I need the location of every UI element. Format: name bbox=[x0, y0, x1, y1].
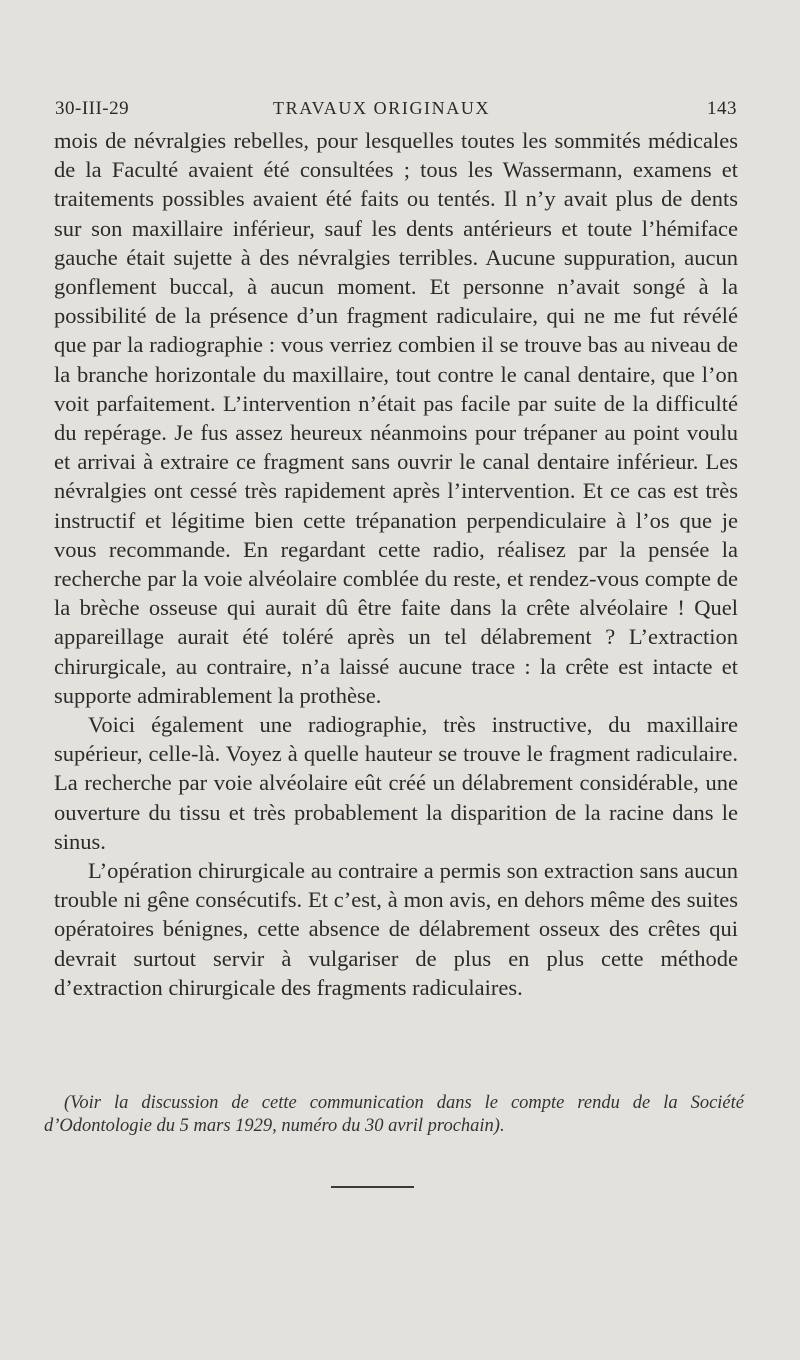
paragraph-third: L’opération chirurgicale au contraire a permis son extraction sans aucun trouble ni gêne consécutifs. Et c’est, à mon avis, en dehors même des suites opératoires bénignes, cette absence de délabrement osseux des crêtes qui devrait surtout servir à vulgariser de plus en plus cette méthode d’extraction chirurgicale des fragments radiculaires. bbox=[54, 858, 738, 1000]
body-text bbox=[54, 126, 738, 1002]
header-date: 30-III-29 bbox=[55, 98, 130, 119]
end-rule bbox=[331, 1186, 414, 1188]
running-header bbox=[55, 98, 737, 122]
footnote-discussion: (Voir la discussion de cette communication dans le compte rendu de la Société d’Odontologie du 5 mars 1929, numéro du 30 avril prochain). bbox=[44, 1093, 744, 1136]
header-section-title: TRAVAUX ORIGINAUX bbox=[273, 98, 491, 118]
page-number: 143 bbox=[707, 98, 737, 119]
paragraph-second: Voici également une radiographie, très instructive, du maxillaire supérieur, celle-là. Voyez à quelle hauteur se trouve le fragment radiculaire. La recherche par voie alvéolaire eût créé un délabrement considérable, une ouverture du tissu et très probablement la disparition de la racine dans le sinus. bbox=[54, 712, 738, 854]
paragraph-continued: mois de névralgies rebelles, pour lesquelles toutes les sommités médicales de la Faculté avaient été consultées ; tous les Wassermann, examens et traitements possibles avaient été faits ou tentés. Il n’y avait plus de dents sur son maxillaire inférieur, sauf les dents antérieurs et toute l’hémiface gauche était sujette à des névralgies terribles. Aucune suppuration, aucun gonflement buccal, à aucun moment. Et personne n’avait songé à la possibilité de la présence d’un fragment radiculaire, qui ne me fut révélé que par la radiographie : vous verriez combien il se trouve bas au niveau de la branche horizontale du maxillaire, tout contre le canal dentaire, que l’on voit parfaitement. L’intervention n’était pas facile par suite de la difficulté du repérage. Je fus assez heureux néanmoins pour trépaner au point voulu et arrivai à extraire ce fragment sans ouvrir le canal dentaire inférieur. Les névralgies ont cessé très rapidement après l’intervention. Et ce cas est très instructif et légitime bien cette trépanation perpendiculaire à l’os que je vous recommande. En regardant cette radio, réalisez par la pensée la recherche par la voie alvéolaire comblée du reste, et rendez-vous compte de la brèche osseuse qui aurait dû être faite dans la crête alvéolaire ! Quel appareillage aurait été toléré après un tel délabrement ? L’extraction chirurgicale, au contraire, n’a laissé aucune trace : la crête est intacte et supporte admirablement la prothèse. bbox=[54, 128, 738, 708]
